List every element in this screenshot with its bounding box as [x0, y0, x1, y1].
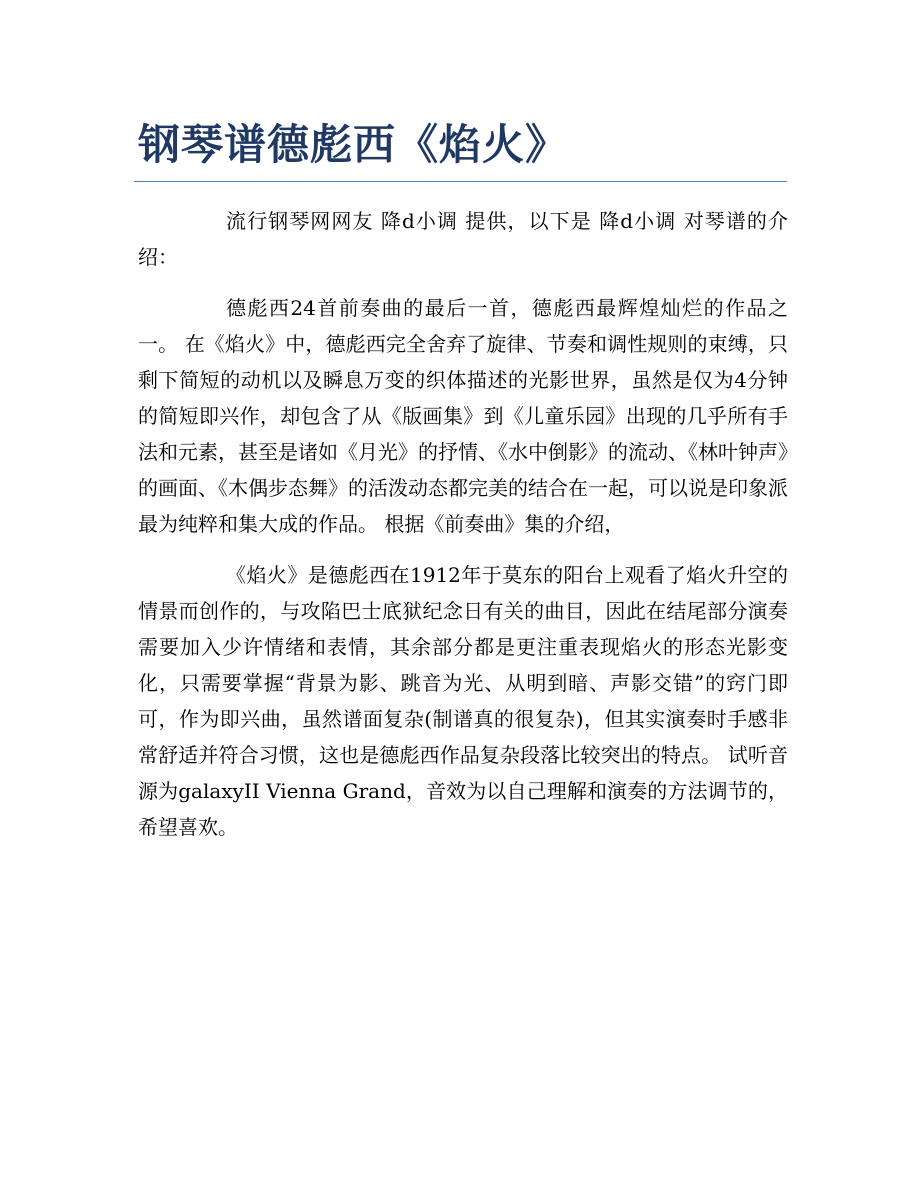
title-underline	[134, 181, 787, 182]
paragraph-intro: 流行钢琴网网友 降d小调 提供，以下是 降d小调 对琴谱的介绍：	[138, 209, 788, 269]
document-body	[138, 203, 788, 860]
paragraph-background: 《焰火》是德彪西在1912年于莫东的阳台上观看了焰火升空的情景而创作的，与攻陷巴士底狱纪念日有关的曲目，因此在结尾部分演奏需要加入少许情绪和表情，其余部分都是更注重表现焰火的形态光影变化，只需要掌握“背景为影、跳音为光、从明到暗、声影交错”的窍门即可，作为即兴曲，虽然谱面复杂(制谱真的很复杂)，但其实演奏时手感非常舒适并符合习惯，这也是德彪西作品复杂段落比较突出的特点。 试听音源为galaxyII Vienna Grand，音效为以自己理解和演奏的方法调节的，希望喜欢。	[138, 563, 788, 839]
document-title: 钢琴谱德彪西《焰火》	[138, 120, 569, 169]
paragraph-overview: 德彪西24首前奏曲的最后一首，德彪西最辉煌灿烂的作品之一。 在《焰火》中，德彪西完全舍弃了旋律、节奏和调性规则的束缚，只剩下简短的动机以及瞬息万变的织体描述的光影世界，虽然是仅为4分钟的简短即兴作，却包含了从《版画集》到《儿童乐园》出现的几乎所有手法和元素，甚至是诸如《月光》的抒情、《水中倒影》的流动、《林叶钟声》的画面、《木偶步态舞》的活泼动态都完美的结合在一起，可以说是印象派最为纯粹和集大成的作品。 根据《前奏曲》集的介绍，	[138, 296, 788, 536]
